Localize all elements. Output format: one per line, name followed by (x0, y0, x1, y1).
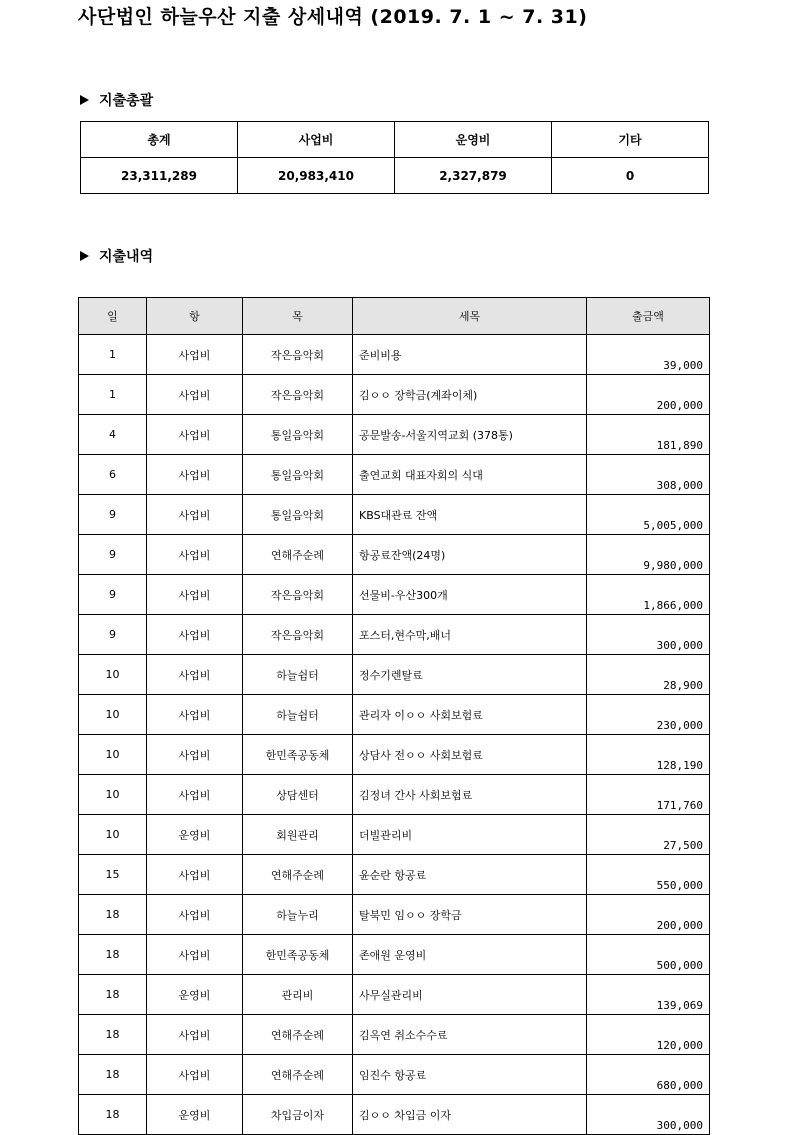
cell-item: 통일음악회 (243, 415, 353, 455)
cell-subitem: 존애원 운영비 (353, 935, 587, 975)
cell-subitem: 김정녀 간사 사회보험료 (353, 775, 587, 815)
cell-day: 15 (79, 855, 147, 895)
cell-category: 사업비 (147, 735, 243, 775)
cell-category: 사업비 (147, 1055, 243, 1095)
cell-amount: 9,980,000 (587, 535, 710, 575)
table-row (79, 455, 710, 495)
cell-subitem: 포스터,현수막,배너 (353, 615, 587, 655)
table-row (79, 1055, 710, 1095)
cell-day: 10 (79, 775, 147, 815)
summary-header-other: 기타 (552, 122, 709, 158)
cell-item: 작은음악회 (243, 575, 353, 615)
cell-item: 연해주순례 (243, 535, 353, 575)
cell-category: 사업비 (147, 455, 243, 495)
cell-day: 10 (79, 735, 147, 775)
table-row (79, 935, 710, 975)
cell-amount: 181,890 (587, 415, 710, 455)
cell-category: 사업비 (147, 895, 243, 935)
cell-day: 10 (79, 695, 147, 735)
cell-amount: 27,500 (587, 815, 710, 855)
table-row (79, 375, 710, 415)
cell-amount: 1,866,000 (587, 575, 710, 615)
summary-header-row (81, 122, 709, 158)
table-row (79, 615, 710, 655)
cell-subitem: 김옥연 취소수수료 (353, 1015, 587, 1055)
summary-heading-label: 지출총괄 (99, 93, 154, 109)
table-row (79, 775, 710, 815)
table-row (79, 1095, 710, 1135)
cell-amount: 120,000 (587, 1015, 710, 1055)
detail-heading-label: 지출내역 (99, 249, 154, 265)
cell-subitem: 관리자 이ㅇㅇ 사회보험료 (353, 695, 587, 735)
table-row (79, 975, 710, 1015)
cell-subitem: 정수기렌탈료 (353, 655, 587, 695)
summary-section-heading (80, 90, 153, 110)
cell-day: 18 (79, 895, 147, 935)
cell-amount: 300,000 (587, 1095, 710, 1135)
cell-category: 사업비 (147, 935, 243, 975)
cell-day: 10 (79, 655, 147, 695)
summary-value-other: 0 (552, 158, 709, 194)
cell-day: 6 (79, 455, 147, 495)
cell-day: 10 (79, 815, 147, 855)
header-day: 일 (79, 298, 147, 335)
cell-subitem: KBS대관료 잔액 (353, 495, 587, 535)
cell-item: 회원관리 (243, 815, 353, 855)
header-subitem: 세목 (353, 298, 587, 335)
cell-amount: 28,900 (587, 655, 710, 695)
cell-item: 하늘누리 (243, 895, 353, 935)
cell-subitem: 준비비용 (353, 335, 587, 375)
cell-day: 9 (79, 575, 147, 615)
table-row (79, 495, 710, 535)
cell-item: 관리비 (243, 975, 353, 1015)
triangle-bullet-icon (80, 251, 89, 261)
cell-amount: 171,760 (587, 775, 710, 815)
cell-amount: 39,000 (587, 335, 710, 375)
cell-item: 연해주순례 (243, 855, 353, 895)
cell-item: 작은음악회 (243, 335, 353, 375)
cell-subitem: 더빌관리비 (353, 815, 587, 855)
cell-category: 사업비 (147, 495, 243, 535)
cell-item: 작은음악회 (243, 375, 353, 415)
cell-category: 사업비 (147, 335, 243, 375)
cell-amount: 5,005,000 (587, 495, 710, 535)
detail-section-heading (80, 246, 153, 266)
table-row (79, 415, 710, 455)
table-row (79, 735, 710, 775)
cell-item: 상담센터 (243, 775, 353, 815)
cell-item: 작은음악회 (243, 615, 353, 655)
cell-item: 연해주순례 (243, 1055, 353, 1095)
cell-subitem: 상담사 전ㅇㅇ 사회보험료 (353, 735, 587, 775)
cell-day: 1 (79, 335, 147, 375)
cell-category: 운영비 (147, 1095, 243, 1135)
cell-subitem: 김ㅇㅇ 장학금(계좌이체) (353, 375, 587, 415)
summary-header-operation: 운영비 (395, 122, 552, 158)
cell-item: 연해주순례 (243, 1015, 353, 1055)
cell-amount: 300,000 (587, 615, 710, 655)
cell-category: 사업비 (147, 1015, 243, 1055)
cell-category: 사업비 (147, 615, 243, 655)
cell-category: 운영비 (147, 975, 243, 1015)
summary-value-business: 20,983,410 (238, 158, 395, 194)
table-row (79, 695, 710, 735)
table-row (79, 335, 710, 375)
cell-amount: 680,000 (587, 1055, 710, 1095)
cell-day: 18 (79, 1095, 147, 1135)
table-row (79, 855, 710, 895)
cell-category: 사업비 (147, 655, 243, 695)
cell-amount: 139,069 (587, 975, 710, 1015)
summary-value-total: 23,311,289 (81, 158, 238, 194)
cell-day: 18 (79, 935, 147, 975)
summary-header-business: 사업비 (238, 122, 395, 158)
cell-subitem: 사무실관리비 (353, 975, 587, 1015)
cell-category: 사업비 (147, 415, 243, 455)
table-row (79, 535, 710, 575)
cell-category: 사업비 (147, 695, 243, 735)
cell-item: 차입금이자 (243, 1095, 353, 1135)
cell-category: 운영비 (147, 815, 243, 855)
cell-item: 통일음악회 (243, 495, 353, 535)
cell-subitem: 임진수 항공료 (353, 1055, 587, 1095)
cell-subitem: 출연교회 대표자회의 식대 (353, 455, 587, 495)
cell-amount: 550,000 (587, 855, 710, 895)
cell-item: 통일음악회 (243, 455, 353, 495)
header-category: 항 (147, 298, 243, 335)
cell-item: 하늘쉼터 (243, 695, 353, 735)
cell-item: 한민족공동체 (243, 935, 353, 975)
cell-day: 9 (79, 615, 147, 655)
cell-amount: 308,000 (587, 455, 710, 495)
summary-table (80, 121, 709, 194)
cell-category: 사업비 (147, 775, 243, 815)
cell-day: 4 (79, 415, 147, 455)
table-row (79, 1015, 710, 1055)
cell-amount: 128,190 (587, 735, 710, 775)
triangle-bullet-icon (80, 95, 89, 105)
cell-item: 한민족공동체 (243, 735, 353, 775)
cell-item: 하늘쉼터 (243, 655, 353, 695)
cell-day: 18 (79, 975, 147, 1015)
table-row (79, 575, 710, 615)
cell-day: 9 (79, 535, 147, 575)
cell-category: 사업비 (147, 375, 243, 415)
detail-table (78, 297, 710, 1135)
cell-day: 18 (79, 1055, 147, 1095)
table-row (79, 895, 710, 935)
cell-amount: 500,000 (587, 935, 710, 975)
detail-header-row (79, 298, 710, 335)
cell-subitem: 김ㅇㅇ 차입금 이자 (353, 1095, 587, 1135)
cell-day: 1 (79, 375, 147, 415)
summary-value-operation: 2,327,879 (395, 158, 552, 194)
cell-subitem: 윤순란 항공료 (353, 855, 587, 895)
cell-day: 18 (79, 1015, 147, 1055)
cell-day: 9 (79, 495, 147, 535)
header-amount: 출금액 (587, 298, 710, 335)
cell-category: 사업비 (147, 535, 243, 575)
cell-amount: 230,000 (587, 695, 710, 735)
cell-subitem: 항공료잔액(24명) (353, 535, 587, 575)
summary-value-row (81, 158, 709, 194)
table-row (79, 655, 710, 695)
cell-subitem: 공문발송-서울지역교회 (378통) (353, 415, 587, 455)
cell-category: 사업비 (147, 575, 243, 615)
cell-category: 사업비 (147, 855, 243, 895)
cell-amount: 200,000 (587, 375, 710, 415)
cell-subitem: 선물비-우산300개 (353, 575, 587, 615)
cell-amount: 200,000 (587, 895, 710, 935)
page-title: 사단법인 하늘우산 지출 상세내역 (2019. 7. 1 ~ 7. 31) (78, 6, 588, 28)
table-row (79, 815, 710, 855)
summary-header-total: 총계 (81, 122, 238, 158)
cell-subitem: 탈북민 임ㅇㅇ 장학금 (353, 895, 587, 935)
header-item: 목 (243, 298, 353, 335)
